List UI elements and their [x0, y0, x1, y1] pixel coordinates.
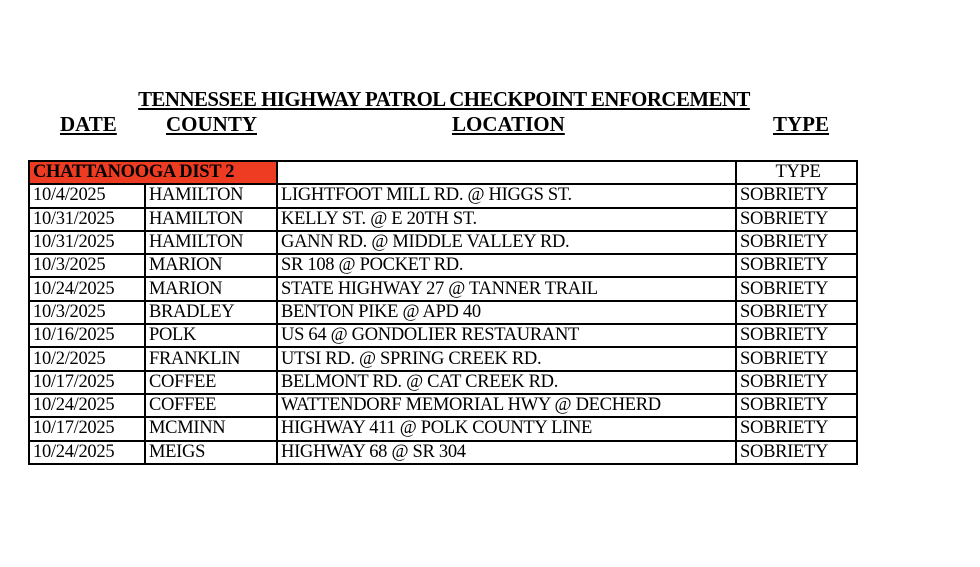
- district-name: CHATTANOOGA DIST 2: [29, 161, 277, 184]
- type-cell: SOBRIETY: [736, 301, 857, 324]
- table-row: [29, 208, 857, 231]
- table-row: [29, 231, 857, 254]
- table-row: [29, 441, 857, 464]
- county-cell: COFFEE: [145, 371, 277, 394]
- type-cell: SOBRIETY: [736, 208, 857, 231]
- table-row: [29, 184, 857, 207]
- county-cell: MARION: [145, 277, 277, 300]
- table-row: [29, 301, 857, 324]
- type-cell: SOBRIETY: [736, 277, 857, 300]
- district-location-cell: [277, 161, 736, 184]
- date-cell: 10/24/2025: [29, 394, 145, 417]
- county-cell: FRANKLIN: [145, 347, 277, 370]
- table-row: [29, 371, 857, 394]
- location-cell: HIGHWAY 411 @ POLK COUNTY LINE: [277, 417, 736, 440]
- column-header-county: COUNTY: [166, 112, 258, 136]
- table-row: [29, 394, 857, 417]
- table-row: [29, 254, 857, 277]
- location-cell: BENTON PIKE @ APD 40: [277, 301, 736, 324]
- date-cell: 10/31/2025: [29, 231, 145, 254]
- location-cell: GANN RD. @ MIDDLE VALLEY RD.: [277, 231, 736, 254]
- date-cell: 10/31/2025: [29, 208, 145, 231]
- checkpoint-table-body: [29, 161, 857, 464]
- date-cell: 10/24/2025: [29, 277, 145, 300]
- county-cell: HAMILTON: [145, 208, 277, 231]
- table-row: [29, 347, 857, 370]
- county-cell: COFFEE: [145, 394, 277, 417]
- county-cell: HAMILTON: [145, 231, 277, 254]
- county-cell: BRADLEY: [145, 301, 277, 324]
- column-header-location: LOCATION: [452, 112, 565, 136]
- location-cell: STATE HIGHWAY 27 @ TANNER TRAIL: [277, 277, 736, 300]
- date-cell: 10/3/2025: [29, 254, 145, 277]
- location-cell: HIGHWAY 68 @ SR 304: [277, 441, 736, 464]
- county-cell: MARION: [145, 254, 277, 277]
- county-cell: HAMILTON: [145, 184, 277, 207]
- column-header-date: DATE: [60, 112, 117, 136]
- district-type-label: TYPE: [736, 161, 857, 184]
- date-cell: 10/3/2025: [29, 301, 145, 324]
- location-cell: KELLY ST. @ E 20TH ST.: [277, 208, 736, 231]
- date-cell: 10/16/2025: [29, 324, 145, 347]
- county-cell: MCMINN: [145, 417, 277, 440]
- type-cell: SOBRIETY: [736, 184, 857, 207]
- type-cell: SOBRIETY: [736, 417, 857, 440]
- location-cell: US 64 @ GONDOLIER RESTAURANT: [277, 324, 736, 347]
- county-cell: MEIGS: [145, 441, 277, 464]
- location-cell: SR 108 @ POCKET RD.: [277, 254, 736, 277]
- type-cell: SOBRIETY: [736, 231, 857, 254]
- table-row: [29, 277, 857, 300]
- date-cell: 10/17/2025: [29, 371, 145, 394]
- column-header-type: TYPE: [773, 112, 830, 136]
- date-cell: 10/24/2025: [29, 441, 145, 464]
- document-title: TENNESSEE HIGHWAY PATROL CHECKPOINT ENFORCEMENT: [138, 87, 750, 111]
- date-cell: 10/4/2025: [29, 184, 145, 207]
- type-cell: SOBRIETY: [736, 441, 857, 464]
- type-cell: SOBRIETY: [736, 324, 857, 347]
- table-row: [29, 417, 857, 440]
- type-cell: SOBRIETY: [736, 347, 857, 370]
- date-cell: 10/17/2025: [29, 417, 145, 440]
- type-cell: SOBRIETY: [736, 394, 857, 417]
- type-cell: SOBRIETY: [736, 371, 857, 394]
- type-cell: SOBRIETY: [736, 254, 857, 277]
- table-row: [29, 324, 857, 347]
- location-cell: LIGHTFOOT MILL RD. @ HIGGS ST.: [277, 184, 736, 207]
- checkpoint-table: [28, 160, 858, 465]
- district-row: [29, 161, 857, 184]
- location-cell: BELMONT RD. @ CAT CREEK RD.: [277, 371, 736, 394]
- location-cell: UTSI RD. @ SPRING CREEK RD.: [277, 347, 736, 370]
- location-cell: WATTENDORF MEMORIAL HWY @ DECHERD: [277, 394, 736, 417]
- county-cell: POLK: [145, 324, 277, 347]
- date-cell: 10/2/2025: [29, 347, 145, 370]
